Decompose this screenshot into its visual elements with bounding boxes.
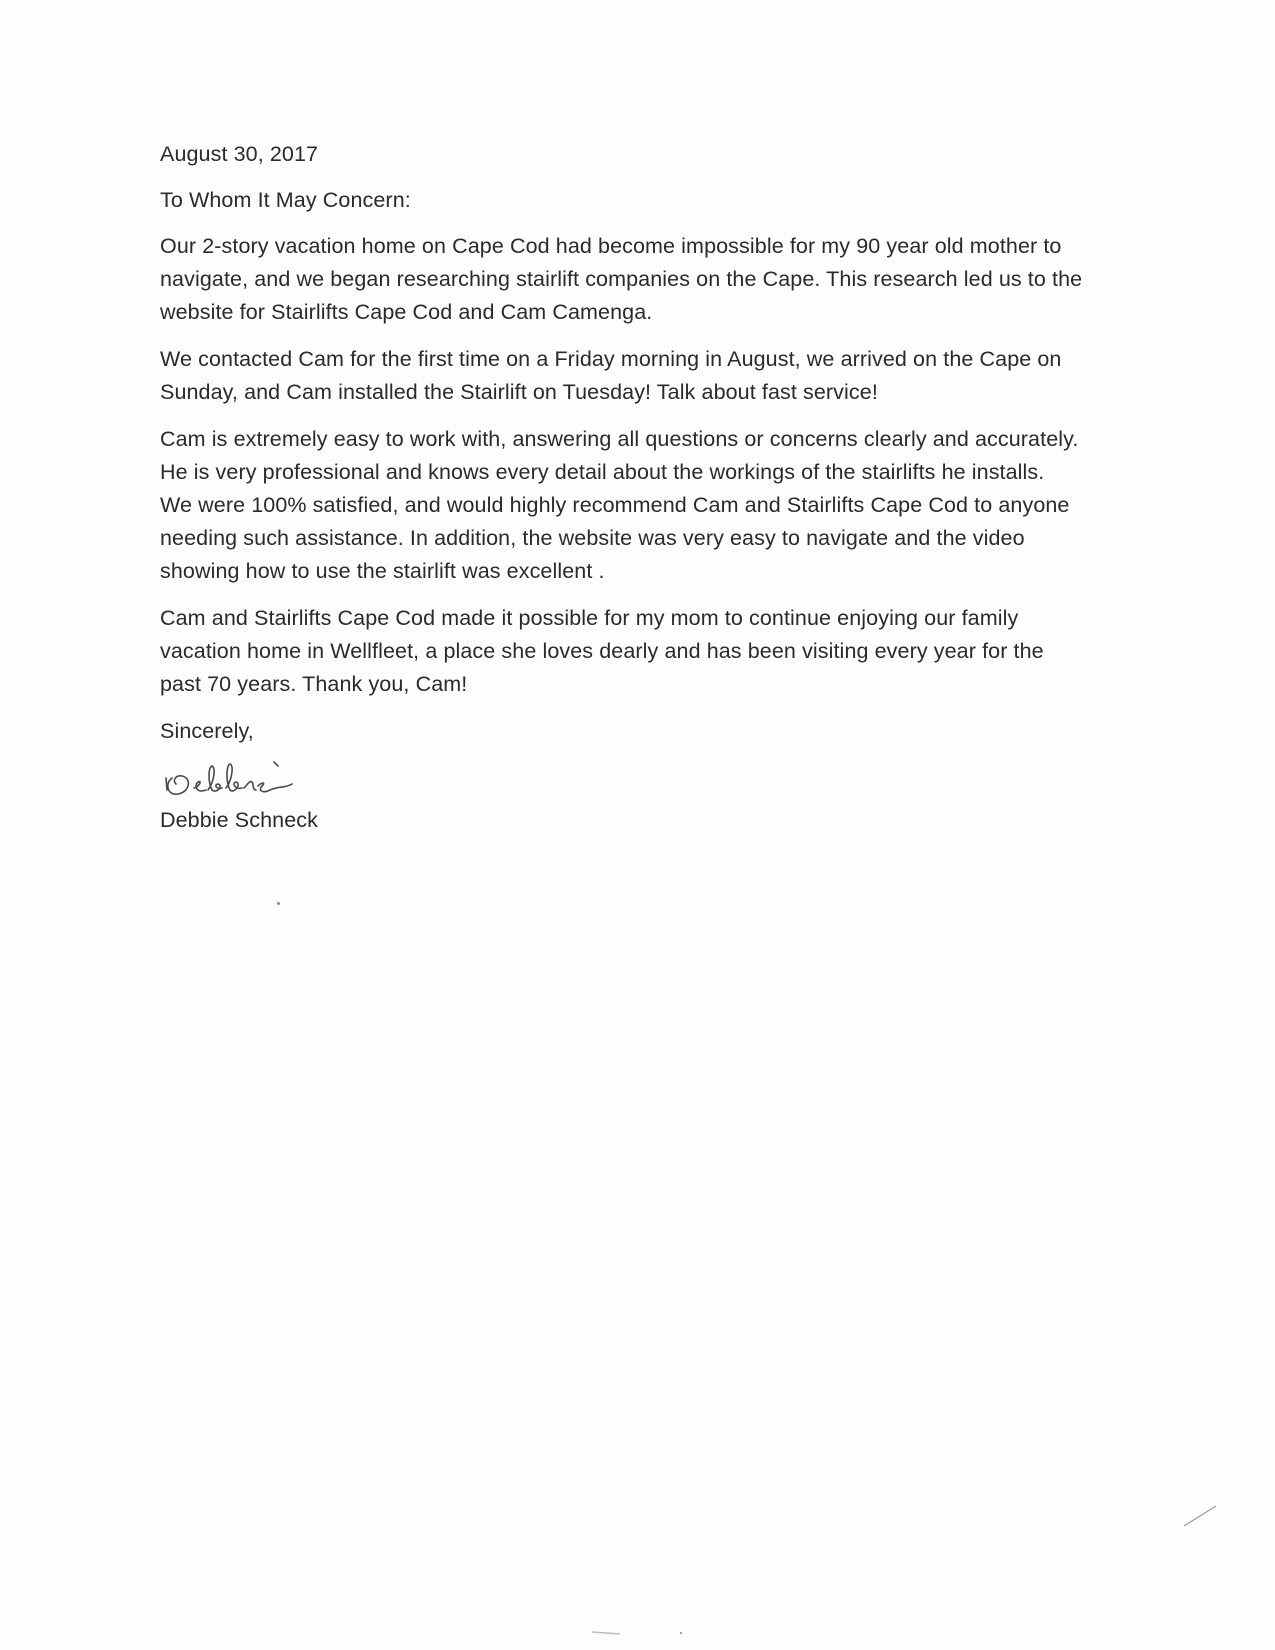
printed-name: Debbie Schneck bbox=[160, 808, 318, 832]
paragraph-line: He is very professional and knows every detail about the workings of the stairlifts he installs. bbox=[160, 460, 1045, 484]
paragraph-line: navigate, and we began researching stairlift companies on the Cape. This research led us to the bbox=[160, 267, 1083, 291]
handwritten-signature bbox=[162, 752, 322, 804]
scan-speck bbox=[680, 1632, 682, 1634]
paragraph-3 bbox=[160, 423, 1140, 588]
paragraph-line: vacation home in Wellfleet, a place she loves dearly and has been visiting every year for the bbox=[160, 639, 1044, 663]
paragraph-line: We were 100% satisfied, and would highly recommend Cam and Stairlifts Cape Cod to anyone bbox=[160, 493, 1070, 517]
paragraph-line: Cam is extremely easy to work with, answering all questions or concerns clearly and accurately. bbox=[160, 427, 1079, 451]
letter-body bbox=[160, 138, 1140, 837]
letter-closing: Sincerely, bbox=[160, 719, 254, 743]
paragraph-2 bbox=[160, 343, 1140, 409]
scan-speck bbox=[277, 902, 280, 905]
paragraph-line: past 70 years. Thank you, Cam! bbox=[160, 672, 468, 696]
paragraph-4 bbox=[160, 602, 1140, 701]
paragraph-line: showing how to use the stairlift was excellent . bbox=[160, 559, 605, 583]
paragraph-line: Sunday, and Cam installed the Stairlift on Tuesday! Talk about fast service! bbox=[160, 380, 878, 404]
scan-mark bbox=[1180, 1500, 1220, 1530]
letter-date: August 30, 2017 bbox=[160, 142, 319, 166]
paragraph-line: Cam and Stairlifts Cape Cod made it possible for my mom to continue enjoying our family bbox=[160, 606, 1019, 630]
letter-salutation: To Whom It May Concern: bbox=[160, 188, 411, 212]
paragraph-line: Our 2-story vacation home on Cape Cod had become impossible for my 90 year old mother to bbox=[160, 234, 1062, 258]
paragraph-line: website for Stairlifts Cape Cod and Cam Camenga. bbox=[160, 300, 653, 324]
paragraph-line: We contacted Cam for the first time on a Friday morning in August, we arrived on the Cape on bbox=[160, 347, 1062, 371]
paragraph-1 bbox=[160, 230, 1140, 329]
scan-mark bbox=[590, 1628, 630, 1638]
paragraph-line: needing such assistance. In addition, the website was very easy to navigate and the video bbox=[160, 526, 1025, 550]
